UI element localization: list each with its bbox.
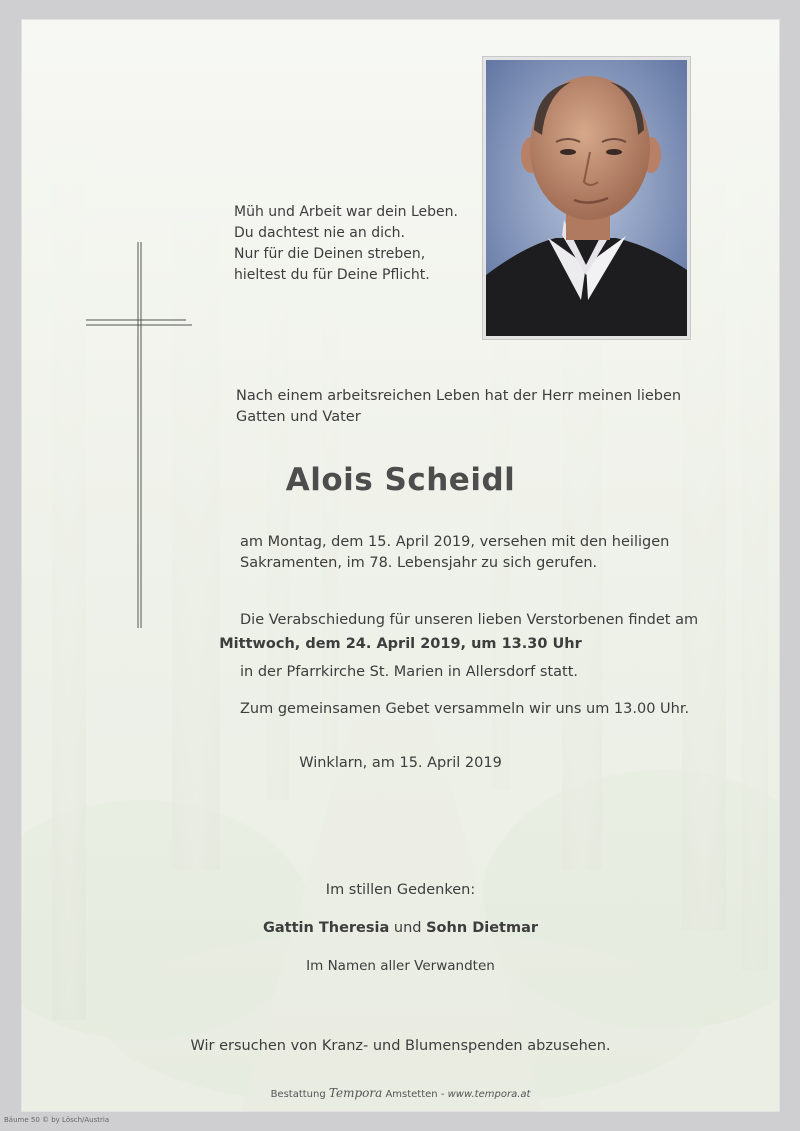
death-details xyxy=(240,532,700,574)
farewell-datetime: Mittwoch, dem 24. April 2019, um 13.30 Uhr xyxy=(219,636,582,652)
mourners-family xyxy=(22,920,779,936)
footer-town: Amstetten - xyxy=(385,1089,445,1100)
poem-line: hieltest du für Deine Pflicht. xyxy=(234,267,430,283)
donation-request: Wir ersuchen von Kranz- und Blumenspenden abzusehen. xyxy=(190,1038,611,1054)
death-line: Sakramenten, im 78. Lebensjahr zu sich gerufen. xyxy=(240,555,598,571)
poem-line: Du dachtest nie an dich. xyxy=(234,225,406,241)
poem xyxy=(234,202,458,286)
mourner-and: und xyxy=(393,920,422,936)
mourner-wife: Gattin Theresia xyxy=(262,920,390,936)
poem-line: Nur für die Deinen streben, xyxy=(234,246,426,262)
image-credit: Bäume 50 © by Lösch/Austria xyxy=(4,1116,110,1124)
footer-brand: Tempora xyxy=(328,1086,383,1100)
deceased-name: Alois Scheidl xyxy=(285,462,516,498)
funeral-home-footer xyxy=(22,1086,779,1100)
cross-icon xyxy=(82,240,202,632)
portrait-photo xyxy=(482,56,691,340)
intro-text: Nach einem arbeitsreichen Leben hat der Herr meinen lieben Gatten und Vater xyxy=(236,388,682,425)
footer-url: www.tempora.at xyxy=(447,1089,531,1100)
obituary-sheet xyxy=(22,20,779,1111)
mourners-relatives: Im Namen aller Verwandten xyxy=(306,958,495,974)
prayer-text: Zum gemeinsamen Gebet versammeln wir uns um 13.00 Uhr. xyxy=(240,701,690,717)
poem-line: Müh und Arbeit war dein Leben. xyxy=(234,204,458,220)
place-date: Winklarn, am 15. April 2019 xyxy=(299,755,502,771)
farewell-intro: Die Verabschiedung für unseren lieben Verstorbenen findet am xyxy=(240,612,699,628)
mourners-heading: Im stillen Gedenken: xyxy=(325,882,476,898)
death-line: am Montag, dem 15. April 2019, versehen mit den heiligen xyxy=(240,534,670,550)
farewell-location: in der Pfarrkirche St. Marien in Allersdorf statt. xyxy=(240,664,578,680)
footer-prefix: Bestattung xyxy=(270,1089,326,1100)
mourner-son: Sohn Dietmar xyxy=(426,920,539,936)
portrait-image xyxy=(486,60,687,336)
